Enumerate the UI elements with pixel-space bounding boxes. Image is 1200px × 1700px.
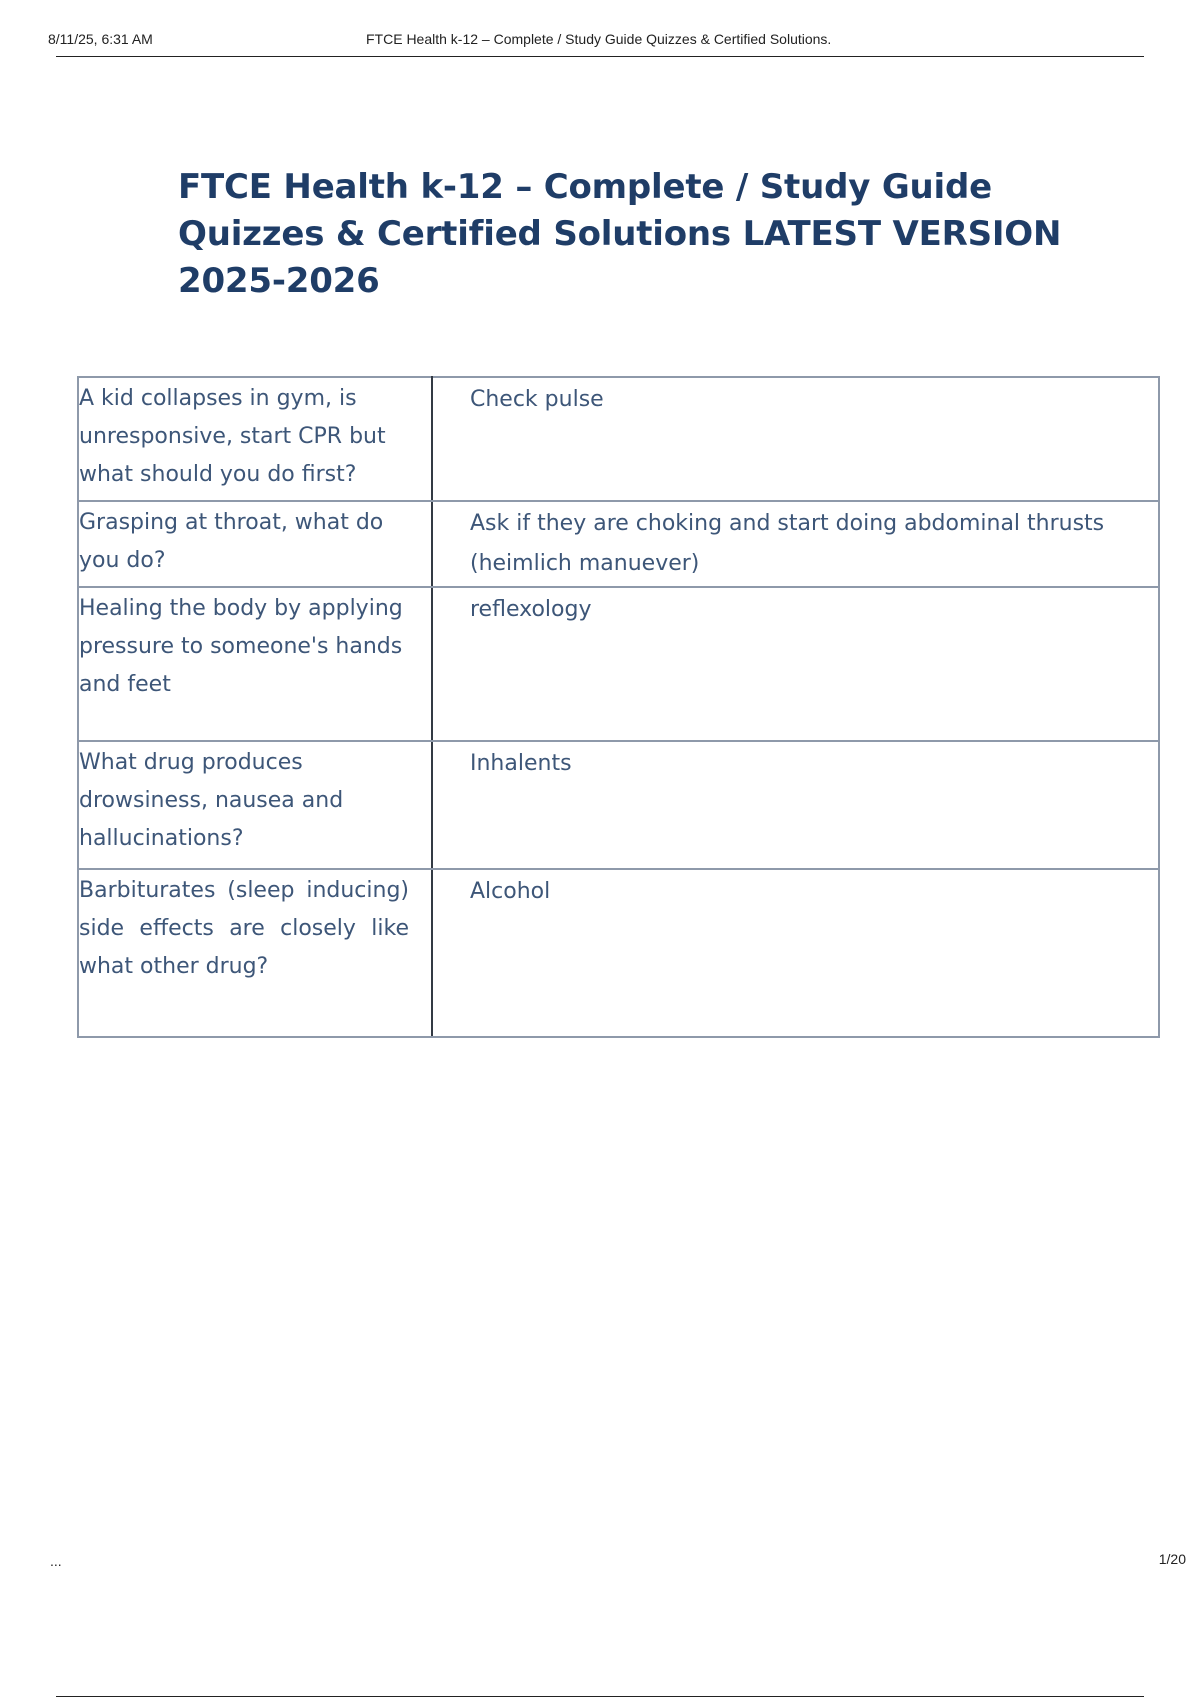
question-cell xyxy=(78,741,432,869)
answer-cell xyxy=(432,587,1159,741)
answer-text: Alcohol xyxy=(470,879,551,904)
answer-cell xyxy=(432,741,1159,869)
qa-table xyxy=(77,376,1160,1038)
header-divider xyxy=(56,56,1144,57)
answer-text: Ask if they are choking and start doing abdominal thrusts (heimlich manuever) xyxy=(470,511,1105,576)
footer-divider xyxy=(56,1696,1144,1697)
question-text: Grasping at throat, what do you do? xyxy=(79,510,384,573)
answer-cell xyxy=(432,377,1159,501)
page-number: 1/20 xyxy=(1158,1551,1186,1567)
table-row xyxy=(78,501,1159,587)
question-cell xyxy=(78,377,432,501)
print-datetime: 8/11/25, 6:31 AM xyxy=(48,31,153,47)
table-row xyxy=(78,587,1159,741)
question-text: Barbiturates (sleep inducing) side effects are closely like what other drug? xyxy=(79,878,409,979)
answer-cell xyxy=(432,869,1159,1037)
question-cell xyxy=(78,501,432,587)
question-text: A kid collapses in gym, is unresponsive, start CPR but what should you do first? xyxy=(79,386,386,487)
footer-ellipsis: ... xyxy=(50,1553,62,1569)
table-row xyxy=(78,869,1159,1037)
answer-text: Check pulse xyxy=(470,387,604,412)
question-cell xyxy=(78,869,432,1037)
table-row xyxy=(78,377,1159,501)
table-row xyxy=(78,741,1159,869)
print-page-title: FTCE Health k-12 – Complete / Study Guide Quizzes & Certified Solutions. xyxy=(366,31,832,47)
question-cell xyxy=(78,587,432,741)
question-text: What drug produces drowsiness, nausea and hallucinations? xyxy=(79,750,344,851)
answer-cell xyxy=(432,501,1159,587)
print-header xyxy=(48,28,1142,54)
answer-text: reflexology xyxy=(470,597,592,622)
question-text: Healing the body by applying pressure to someone's hands and feet xyxy=(79,596,403,697)
answer-text: Inhalents xyxy=(470,751,572,776)
document-title: FTCE Health k-12 – Complete / Study Guide Quizzes & Certified Solutions LATEST VERSION 2025-2026 xyxy=(178,167,1062,301)
